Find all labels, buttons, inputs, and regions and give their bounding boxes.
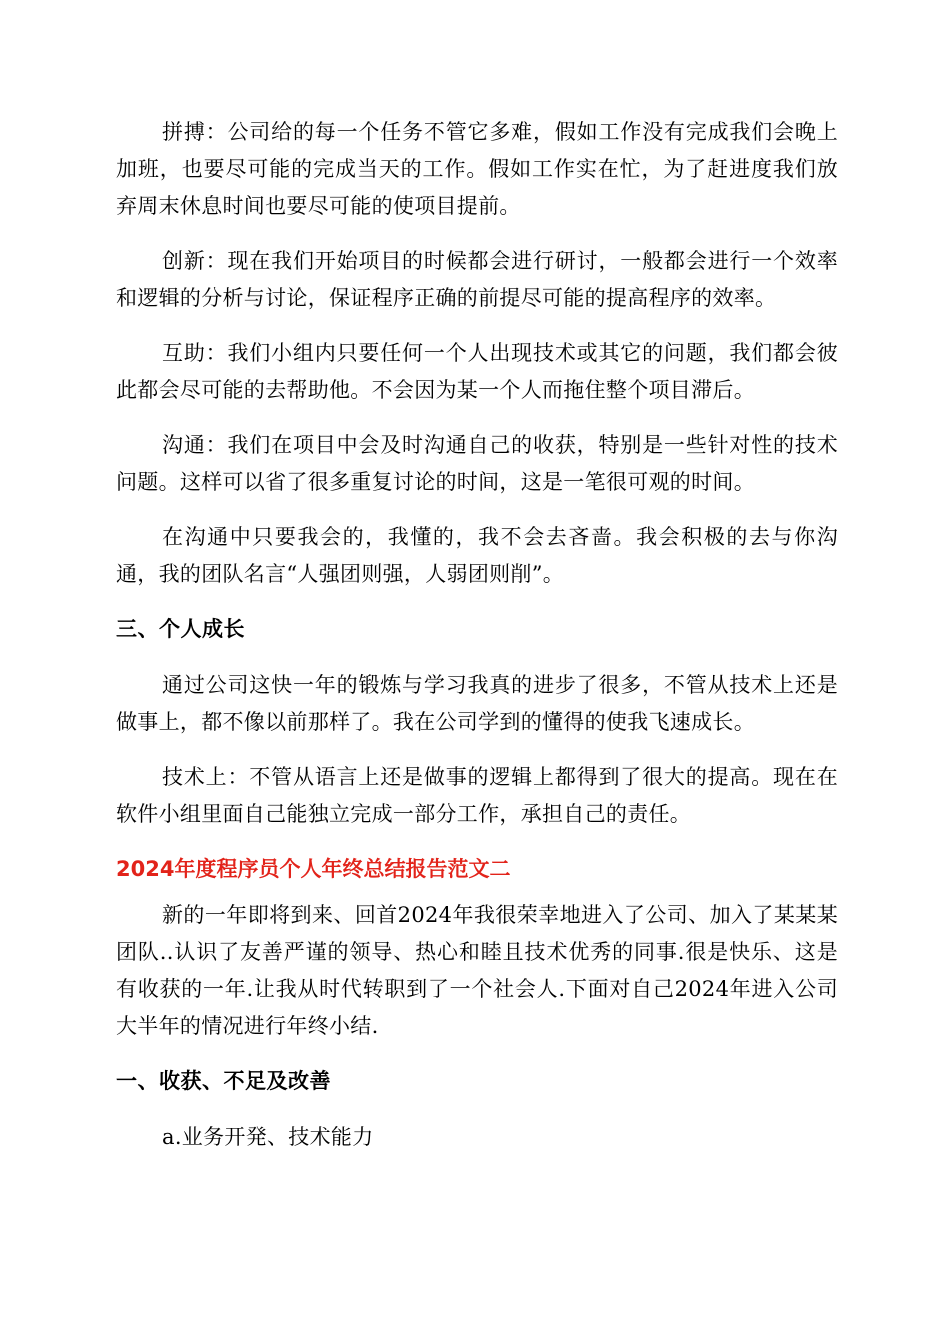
- paragraph-goutong: 沟通：我们在项目中会及时沟通自己的收获，特别是一些针对性的技术问题。这样可以省了很多重复讨论的时间，这是一笔很可观的时间。: [116, 433, 838, 494]
- paragraph-goutong-motto: 在沟通中只要我会的，我懂的，我不会去吝啬。我会积极的去与你沟通，我的团队名言“人强团则强，人弱团则削”。: [116, 525, 838, 586]
- heading-sample-two: 2024年度程序员个人年终总结报告范文二: [116, 857, 511, 881]
- paragraph-business-dev: a.业务开発、技术能力: [162, 1125, 374, 1149]
- heading-gains: 一、收获、不足及改善: [116, 1069, 331, 1093]
- paragraph-chuangxin: 创新：现在我们开始项目的时候都会进行研讨，一般都会进行一个效率和逻辑的分析与讨论，保证程序正确的前提尽可能的提高程序的效率。: [116, 249, 838, 310]
- paragraph-technical: 技术上：不管从语言上还是做事的逻辑上都得到了很大的提高。现在在软件小组里面自己能独立完成一部分工作，承担自己的责任。: [116, 765, 838, 826]
- paragraph-growth: 通过公司这快一年的锻炼与学习我真的进步了很多，不管从技术上还是做事上，都不像以前那样了。我在公司学到的懂得的使我飞速成长。: [116, 673, 838, 734]
- heading-personal-growth: 三、个人成长: [116, 617, 245, 641]
- paragraph-huzhu: 互助：我们小组内只要任何一个人出现技术或其它的问题，我们都会彼此都会尽可能的去帮助他。不会因为某一个人而拖住整个项目滞后。: [116, 341, 838, 402]
- paragraph-pinbo: 拼搏：公司给的每一个任务不管它多难，假如工作没有完成我们会晚上加班，也要尽可能的完成当天的工作。假如工作实在忙，为了赶进度我们放弃周末休息时间也要尽可能的使项目提前。: [116, 120, 838, 218]
- paragraph-new-year: 新的一年即将到来、回首2024年我很荣幸地进入了公司、加入了某某某团队..认识了友善严谨的领导、热心和睦且技术优秀的同事.很是快乐、这是有收获的一年.让我从时代转职到了一个社会人.下面对自己2024年进入公司大半年的情况进行年终小结.: [116, 903, 838, 1038]
